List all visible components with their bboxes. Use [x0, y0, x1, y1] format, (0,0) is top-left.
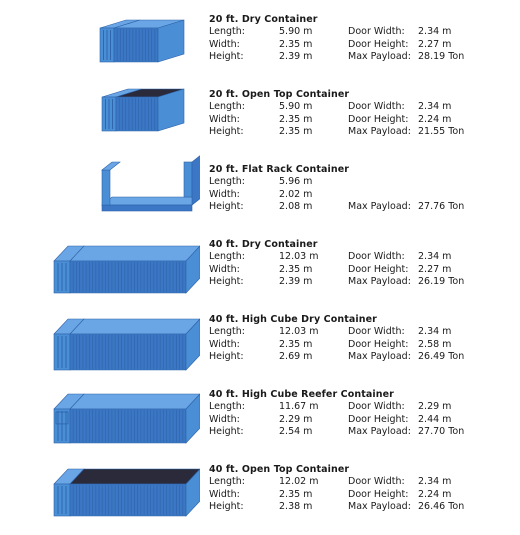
spec-line: Length: 12.02 m Door Width: 2.34 m: [209, 476, 452, 488]
spec-line: Width: 2.35 m Door Height: 2.58 m: [209, 338, 452, 350]
spec-line: Width: 2.35 m Door Height: 2.24 m: [209, 488, 452, 500]
spec-line: Width: 2.35 m Door Height: 2.27 m: [209, 38, 452, 50]
spec-line: Height: 2.35 m Max Payload: 21.55 Ton: [209, 126, 465, 138]
spec-line: Length: 12.03 m Door Width: 2.34 m: [209, 326, 452, 338]
high-cube-reefer-container-40ft-icon: [40, 375, 200, 450]
spec-block: [209, 314, 509, 364]
dry-container-40ft-icon: [40, 225, 200, 300]
spec-line: Length: 5.96 m: [209, 176, 313, 188]
dry-container-20ft-icon: [40, 0, 200, 75]
container-row-20ft-open-top: [0, 75, 520, 150]
container-title: 20 ft. Dry Container: [209, 14, 318, 25]
high-cube-dry-container-40ft-icon: [40, 300, 200, 375]
spec-line: Height: 2.38 m Max Payload: 26.46 Ton: [209, 501, 465, 513]
spec-block: [209, 164, 509, 214]
spec-line: Height: 2.39 m Max Payload: 28.19 Ton: [209, 51, 465, 63]
spec-line: Length: 12.03 m Door Width: 2.34 m: [209, 251, 452, 263]
container-title: 40 ft. Dry Container: [209, 239, 318, 250]
spec-line: Width: 2.35 m Door Height: 2.24 m: [209, 113, 452, 125]
spec-block: [209, 389, 509, 439]
container-row-20ft-flat-rack: [0, 150, 520, 225]
spec-line: Length: 5.90 m Door Width: 2.34 m: [209, 26, 452, 38]
container-row-40ft-dry: [0, 225, 520, 300]
spec-block: [209, 14, 509, 64]
open-top-container-40ft-icon: [40, 450, 200, 525]
spec-line: Width: 2.35 m Door Height: 2.27 m: [209, 263, 452, 275]
container-title: 40 ft. High Cube Dry Container: [209, 314, 377, 325]
spec-block: [209, 239, 509, 289]
spec-line: Length: 11.67 m Door Width: 2.29 m: [209, 401, 452, 413]
container-title: 20 ft. Open Top Container: [209, 89, 350, 100]
container-row-40ft-open-top: [0, 450, 520, 525]
spec-line: Width: 2.02 m: [209, 188, 313, 200]
container-title: 40 ft. High Cube Reefer Container: [209, 389, 394, 400]
spec-line: Height: 2.39 m Max Payload: 26.19 Ton: [209, 276, 465, 288]
spec-line: Height: 2.08 m Max Payload: 27.76 Ton: [209, 201, 465, 213]
spec-line: Width: 2.29 m Door Height: 2.44 m: [209, 413, 452, 425]
container-title: 40 ft. Open Top Container: [209, 464, 350, 475]
flat-rack-container-20ft-icon: [40, 150, 200, 225]
spec-block: [209, 89, 509, 139]
spec-line: Height: 2.54 m Max Payload: 27.70 Ton: [209, 426, 465, 438]
spec-line: Length: 5.90 m Door Width: 2.34 m: [209, 101, 452, 113]
container-row-40ft-high-cube-dry: [0, 300, 520, 375]
container-title: 20 ft. Flat Rack Container: [209, 164, 350, 175]
open-top-container-20ft-icon: [40, 75, 200, 150]
spec-block: [209, 464, 509, 514]
container-row-20ft-dry: [0, 0, 520, 75]
container-row-40ft-high-cube-reefer: [0, 375, 520, 450]
spec-line: Height: 2.69 m Max Payload: 26.49 Ton: [209, 351, 465, 363]
